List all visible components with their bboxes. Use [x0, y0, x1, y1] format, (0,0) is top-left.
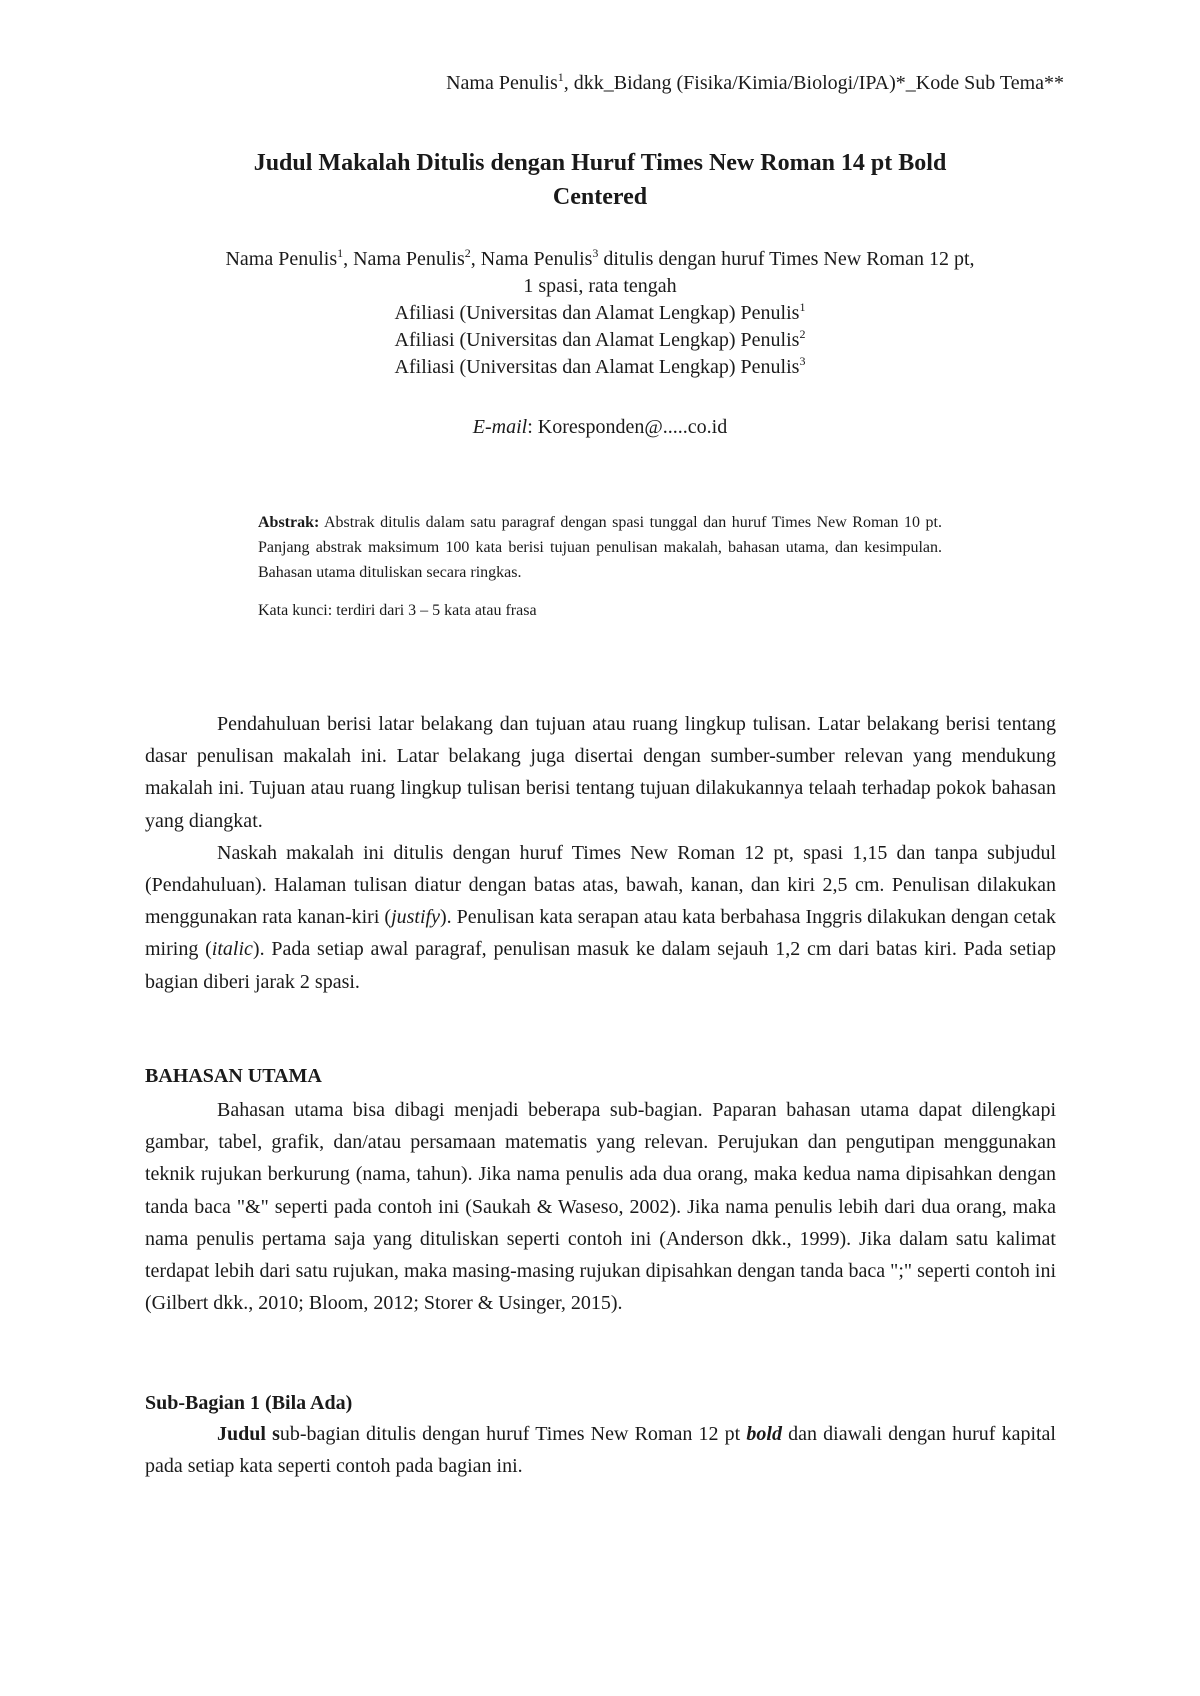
author-1-sup: 1	[337, 246, 344, 260]
running-head-superscript: 1	[557, 70, 564, 84]
email-label: E-mail	[472, 416, 528, 438]
running-header	[446, 72, 1064, 95]
sub1-bold-italic: bold	[746, 1423, 782, 1445]
author-2: Nama Penulis	[353, 248, 465, 270]
main-section	[145, 1094, 1056, 1319]
running-head-rest: , dkk_Bidang (Fisika/Kimia/Biologi/IPA)*_Kode Sub Tema**	[563, 72, 1064, 94]
introduction-section	[145, 708, 1056, 998]
affiliation-text: Afiliasi (Universitas dan Alamat Lengkap) Penulis	[394, 302, 800, 324]
author-3-sup: 3	[592, 246, 599, 260]
abstract-label: Abstrak:	[258, 514, 320, 531]
keywords: Kata kunci: terdiri dari 3 – 5 kata atau frasa	[258, 602, 537, 619]
affiliation-2	[130, 327, 1070, 354]
intro-p2-text-a: Naskah makalah ini ditulis dengan huruf Times New Roman 12 pt, spasi 1,15 dan tanpa subjudul (Pendahuluan). Halaman tulisan diatur dengan batas atas, bawah, kanan, dan kiri 2,5 cm. Penulisan dilakukan menggunakan rata kanan-kiri (	[145, 841, 1056, 929]
intro-p2-text-c: ). Pada setiap awal paragraf, penulisan masuk ke dalam sejauh 1,2 cm dari batas kiri. Pada setiap bagian diberi jarak 2 spasi.	[145, 938, 1056, 993]
sub1-bold-text: Judul s	[217, 1423, 280, 1445]
section-heading-bahasan-utama: BAHASAN UTAMA	[145, 1065, 322, 1087]
abstract	[258, 510, 942, 585]
author-1: Nama Penulis	[225, 248, 338, 270]
intro-paragraph-1: Pendahuluan berisi latar belakang dan tujuan atau ruang lingkup tulisan. Latar belakang berisi tentang dasar penulisan makalah ini. Latar belakang juga disertai dengan sumber-sumber relevan yang mendukung makalah ini. Tujuan atau ruang lingkup tulisan berisi tentang tujuan dilakukannya telaah terhadap pokok bahasan yang diangkat.	[145, 713, 1056, 832]
abstract-text: Abstrak ditulis dalam satu paragraf dengan spasi tunggal dan huruf Times New Roman 10 pt. Panjang abstrak maksimum 100 kata berisi tujuan penulisan makalah, bahasan utama, dan kesimpulan. Bahasan utama dituliskan secara ringkas.	[258, 514, 942, 581]
author-note: ditulis dengan huruf Times New Roman 12 pt,	[598, 248, 975, 270]
intro-p2-text-b: ). Penulisan kata serapan atau kata berbahasa Inggris dilakukan dengan cetak miring (	[145, 906, 1056, 961]
main-paragraph-1: Bahasan utama bisa dibagi menjadi beberapa sub-bagian. Paparan bahasan utama dapat dilengkapi gambar, tabel, grafik, dan/atau persamaan matematis yang relevan. Perujukan dan pengutipan menggunakan teknik rujukan berkurung (nama, tahun). Jika nama penulis ada dua orang, maka kedua nama dipisahkan dengan tanda baca "&" seperti pada contoh ini (Saukah & Waseso, 2002). Jika nama penulis lebih dari dua orang, maka nama penulis pertama saja yang dituliskan seperti contoh ini (Anderson dkk., 1999). Jika dalam satu kalimat terdapat lebih dari satu rujukan, maka masing-masing rujukan dipisahkan dengan tanda baca ";" seperti contoh ini (Gilbert dkk., 2010; Bloom, 2012; Storer & Usinger, 2015).	[145, 1099, 1056, 1315]
intro-p2-justify: justify	[391, 906, 440, 929]
affiliation-3-sup: 3	[799, 354, 806, 368]
author-separator: ,	[470, 248, 481, 270]
subsection-heading-1: Sub-Bagian 1 (Bila Ada)	[145, 1392, 353, 1414]
author-2-sup: 2	[464, 246, 471, 260]
sub1-text-b: dan diawali dengan huruf kapital pada setiap kata seperti contoh pada bagian ini.	[145, 1423, 1056, 1478]
sub1-text-a: ub-bagian ditulis dengan huruf Times New Roman 12 pt	[279, 1423, 747, 1445]
email-line	[130, 416, 1070, 439]
subsection-1	[145, 1418, 1056, 1482]
affiliation-1-sup: 1	[799, 300, 806, 314]
intro-paragraph-2	[145, 837, 1056, 998]
affiliation-3	[130, 354, 1070, 381]
intro-p2-italic: italic	[211, 938, 253, 961]
affiliation-text: Afiliasi (Universitas dan Alamat Lengkap) Penulis	[394, 356, 800, 378]
affiliation-2-sup: 2	[799, 327, 806, 341]
author-block	[130, 246, 1070, 381]
paper-title-line-1: Judul Makalah Ditulis dengan Huruf Times New Roman 14 pt Bold	[253, 150, 947, 176]
author-separator: ,	[343, 248, 354, 270]
subsection-1-paragraph	[145, 1418, 1056, 1482]
author-names-line	[130, 246, 1070, 273]
affiliation-text: Afiliasi (Universitas dan Alamat Lengkap) Penulis	[394, 329, 800, 351]
affiliation-1	[130, 300, 1070, 327]
author-3: Nama Penulis	[480, 248, 593, 270]
running-head-author: Nama Penulis	[446, 72, 558, 94]
author-note-line-2: 1 spasi, rata tengah	[523, 275, 677, 297]
paper-title-line-2: Centered	[552, 184, 648, 210]
paper-title	[180, 146, 1020, 214]
email-value: : Koresponden@.....co.id	[527, 416, 728, 438]
